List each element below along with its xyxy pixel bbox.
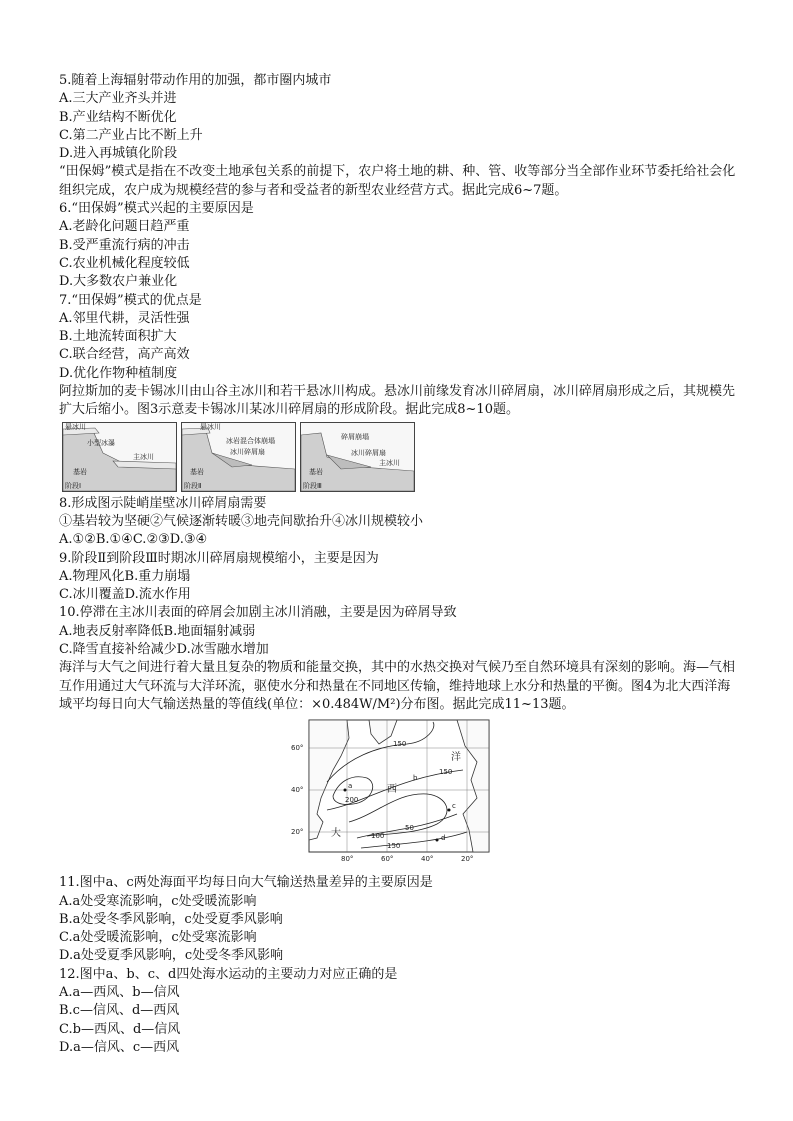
point-label-b: b xyxy=(413,774,418,783)
text-line: A.a处受寒流影响，c处受暖流影响 xyxy=(59,893,257,909)
text-line: A.物理风化B.重力崩塌 xyxy=(59,568,191,584)
isoline-label: 150 xyxy=(387,842,401,851)
figure-4-isoline-map xyxy=(287,718,507,868)
text-line: C.降雪直接补给减少D.冰雪融水增加 xyxy=(59,642,269,658)
label-debris-fan: 冰川碎屑扇 xyxy=(351,448,386,457)
point-label-c: c xyxy=(452,802,456,811)
text-line: A.①②B.①④C.②③D.③④ xyxy=(59,532,208,548)
text-line: C.a处受暖流影响，c处受寒流影响 xyxy=(59,930,257,946)
text-line: D.a—信风、c—西风 xyxy=(59,1039,180,1055)
questions-8-10-block xyxy=(59,495,739,660)
text-line: B.a处受冬季风影响，c处受夏季风影响 xyxy=(59,911,283,927)
text-line: 8.形成图示陡峭崖壁冰川碎屑扇需要 xyxy=(59,495,267,511)
ocean-char: 西 xyxy=(387,784,397,796)
label-bedrock: 基岩 xyxy=(309,467,323,476)
lon-label: 20° xyxy=(461,855,474,864)
stage-1-panel xyxy=(62,422,177,492)
isoline-label: 150 xyxy=(439,768,453,777)
text-line: B.c—信风、d—西风 xyxy=(59,1003,180,1019)
label-small-icefall: 小型冰瀑 xyxy=(87,438,115,447)
point-label-d: d xyxy=(441,834,446,843)
questions-6-7-block xyxy=(59,200,739,383)
figure-3-glacier-stages xyxy=(62,422,739,492)
text-line: C.农业机械化程度较低 xyxy=(59,255,190,271)
isoline-label: 150 xyxy=(393,740,407,749)
text-line: D.a处受夏季风影响，c处受冬季风影响 xyxy=(59,948,284,964)
questions-11-12-block xyxy=(59,874,739,1057)
text-line: 6.“田保姆”模式兴起的主要原因是 xyxy=(59,201,254,217)
label-stage: 阶段Ⅰ xyxy=(65,481,82,490)
label-ice-rock-collapse: 冰岩混合体崩塌 xyxy=(226,436,275,445)
isoline-label: 100 xyxy=(371,832,385,841)
isoline-label: 200 xyxy=(345,796,359,805)
text-line: A.a—西风、b—信风 xyxy=(59,984,180,1000)
text-line: D.优化作物种植制度 xyxy=(59,365,178,381)
text-line: A.邻里代耕，灵活性强 xyxy=(59,310,190,326)
paragraph-tianbaomu: “田保姆”模式是指在不改变土地承包关系的前提下，农户将土地的耕、种、管、收等部分当全部作业环节委托给社会化组织完成，农户成为规模经营的参与者和受益者的新型农业经营方式。据此完成6~7题。 xyxy=(59,164,736,198)
label-main-glacier: 主冰川 xyxy=(379,458,400,467)
label-debris-fan: 冰川碎屑扇 xyxy=(230,447,265,456)
text-line: A.三大产业齐头并进 xyxy=(59,91,177,107)
label-main-glacier: 主冰川 xyxy=(133,452,154,461)
text-line: C.冰川覆盖D.流水作用 xyxy=(59,587,191,603)
question-5-block xyxy=(59,72,739,163)
label-hanging-glacier: 悬冰川 xyxy=(65,422,86,431)
exam-page xyxy=(59,72,739,1057)
stage-1-illustration xyxy=(63,423,176,491)
ocean-char: 洋 xyxy=(451,752,461,764)
text-line: 10.停滞在主冰川表面的碎屑会加剧主冰川消融，主要是因为碎屑导致 xyxy=(59,605,457,621)
paragraph-glacier: 阿拉斯加的麦卡锡冰川由山谷主冰川和若干悬冰川构成。悬冰川前缘发育冰川碎屑扇，冰川碎屑扇形成之后，其规模先扩大后缩小。图3示意麦卡锡冰川某冰川碎屑扇的形成阶段。据此完成8~10题。 xyxy=(59,384,736,418)
text-line: 11.图中a、c两处海面平均每日向大气输送热量差异的主要原因是 xyxy=(59,875,433,891)
isoline-label: 50 xyxy=(405,824,414,833)
text-line: C.联合经营，高产高效 xyxy=(59,347,190,363)
label-debris-collapse: 碎屑崩塌 xyxy=(341,432,369,441)
lon-label: 60° xyxy=(381,855,394,864)
text-line: D.进入再城镇化阶段 xyxy=(59,146,178,162)
label-bedrock: 基岩 xyxy=(190,467,204,476)
text-line: B.受严重流行病的冲击 xyxy=(59,237,190,253)
text-line: B.土地流转面积扩大 xyxy=(59,329,177,345)
text-line: 9.阶段Ⅱ到阶段Ⅲ时期冰川碎屑扇规模缩小，主要是因为 xyxy=(59,550,379,566)
text-line: A.地表反射率降低B.地面辐射减弱 xyxy=(59,623,256,639)
text-line: A.老龄化问题日趋严重 xyxy=(59,219,190,235)
text-line: 5.随着上海辐射带动作用的加强，都市圈内城市 xyxy=(59,73,332,88)
stage-2-illustration xyxy=(182,423,295,491)
text-line: ①基岩较为坚硬②气候逐渐转暖③地壳间歇抬升④冰川规模较小 xyxy=(59,513,424,529)
text-line: B.产业结构不断优化 xyxy=(59,109,177,125)
text-line: C.b—西风、d—信风 xyxy=(59,1021,181,1037)
ocean-char: 大 xyxy=(331,828,341,840)
lat-label: 60° xyxy=(291,744,304,753)
lat-label: 20° xyxy=(291,828,304,837)
text-line: D.大多数农户兼业化 xyxy=(59,274,178,290)
label-stage: 阶段Ⅱ xyxy=(184,481,202,490)
text-line: 12.图中a、b、c、d四处海水运动的主要动力对应正确的是 xyxy=(59,966,398,982)
paragraph-ocean: 海洋与大气之间进行着大量且复杂的物质和能量交换，其中的水热交换对气候乃至自然环境具有深刻的影响。海—气相互作用通过大气环流与大洋环流，驱使水分和热量在不同地区传输，维持地球上水分和热量的平衡。图4为北大西洋海域平均每日向大气输送热量的等值线(单位：×0.484W/M²)分布图。据此完成11~13题。 xyxy=(59,660,736,712)
label-stage: 阶段Ⅲ xyxy=(303,481,322,490)
point-label-a: a xyxy=(348,782,353,791)
lon-label: 80° xyxy=(341,855,354,864)
lat-label: 40° xyxy=(291,786,304,795)
stage-2-panel xyxy=(181,422,296,492)
lon-label: 40° xyxy=(421,855,434,864)
stage-3-panel xyxy=(300,422,415,492)
text-line: C.第二产业占比不断上升 xyxy=(59,127,203,143)
label-bedrock: 基岩 xyxy=(73,467,87,476)
text-line: 7.“田保姆”模式的优点是 xyxy=(59,292,202,308)
label-hanging-glacier: 悬冰川 xyxy=(200,422,221,431)
